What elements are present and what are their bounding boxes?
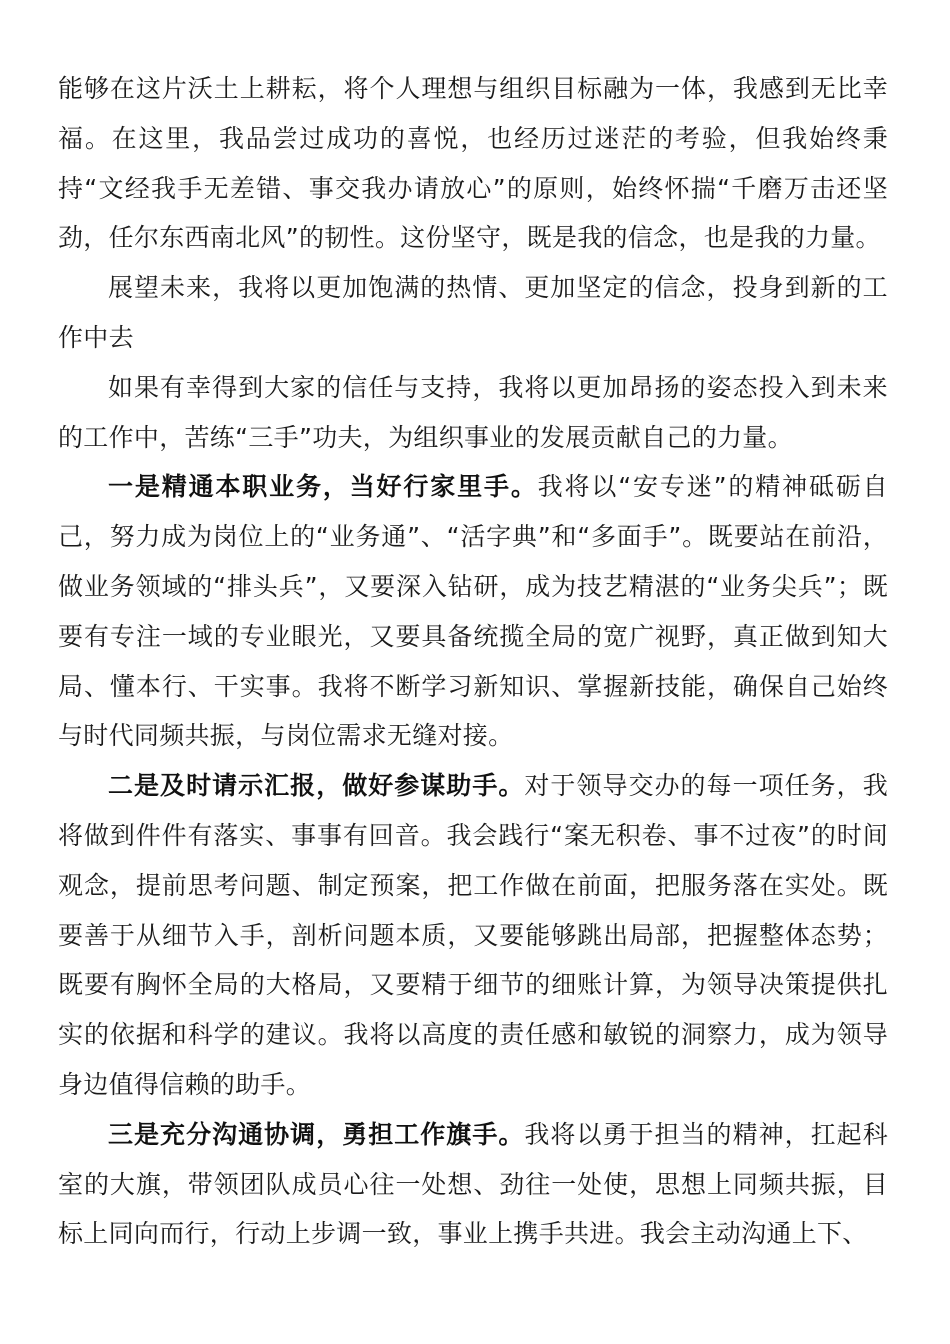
paragraph-3: [58, 363, 888, 463]
paragraph-6-lead: 三是充分沟通协调，勇担工作旗手。: [108, 1119, 525, 1149]
paragraph-5-text: 对于领导交办的每一项任务，我将做到件件有落实、事事有回音。我会践行“案无积卷、事不过夜”的时间观念，提前思考问题、制定预案，把工作做在前面，把服务落在实处。既要善于从细节入手，剖析问题本质，又要能够跳出局部，把握整体态势；既要有胸怀全局的大格局，又要精于细节的细账计算，为领导决策提供扎实的依据和科学的建议。我将以高度的责任感和敏锐的洞察力，成为领导身边值得信赖的助手。: [58, 771, 888, 1099]
paragraph-5: [58, 761, 888, 1110]
paragraph-5-lead: 二是及时请示汇报，做好参谋助手。: [108, 771, 525, 801]
paragraph-4: [58, 462, 888, 761]
paragraph-1-text: 能够在这片沃土上耕耘，将个人理想与组织目标融为一体，我感到无比幸福。在这里，我品尝过成功的喜悦，也经历过迷茫的考验，但我始终秉持“文经我手无差错、事交我办请放心”的原则，始终怀揣“千磨万击还坚劲，任尔东西南北风”的韧性。这份坚守，既是我的信念，也是我的力量。: [58, 74, 888, 253]
paragraph-1: [58, 64, 888, 263]
paragraph-4-text: 我将以“安专迷”的精神砥砺自己，努力成为岗位上的“业务通”、“活字典”和“多面手”。既要站在前沿，做业务领域的“排头兵”，又要深入钻研，成为技艺精湛的“业务尖兵”；既要有专注一域的专业眼光，又要具备统揽全局的宽广视野，真正做到知大局、懂本行、干实事。我将不断学习新知识、掌握新技能，确保自己始终与时代同频共振，与岗位需求无缝对接。: [58, 472, 888, 751]
paragraph-3-text: 如果有幸得到大家的信任与支持，我将以更加昂扬的姿态投入到未来的工作中，苦练“三手”功夫，为组织事业的发展贡献自己的力量。: [58, 372, 888, 452]
paragraph-2-text: 展望未来，我将以更加饱满的热情、更加坚定的信念，投身到新的工作中去: [58, 273, 888, 352]
paragraph-6-text: 我将以勇于担当的精神，扛起科室的大旗，带领团队成员心往一处想、劲往一处使，思想上同频共振，目标上同向而行，行动上步调一致，事业上携手共进。我会主动沟通上下、: [58, 1119, 888, 1249]
document-body: [58, 64, 888, 1259]
paragraph-6: [58, 1110, 888, 1259]
paragraph-2: [58, 263, 888, 363]
paragraph-4-lead: 一是精通本职业务，当好行家里手。: [108, 472, 538, 502]
